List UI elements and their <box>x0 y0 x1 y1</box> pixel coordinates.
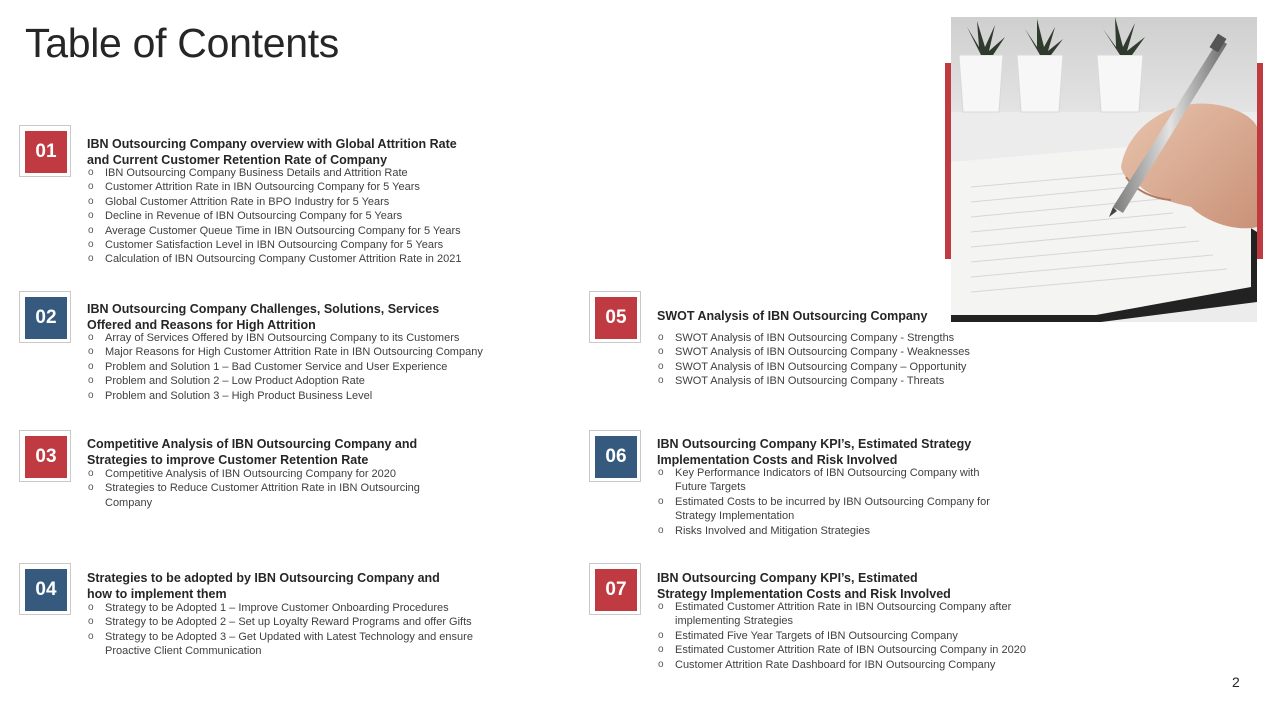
list-item: o Customer Satisfaction Level in IBN Outsourcing Company for 5 Years <box>87 238 557 252</box>
list-item: o IBN Outsourcing Company Business Details and Attrition Rate <box>87 166 557 180</box>
section-items <box>657 331 1027 389</box>
heading-line: IBN Outsourcing Company Challenges, Solutions, Services <box>87 302 440 316</box>
section-items <box>657 600 1077 672</box>
badge-frame <box>19 430 71 482</box>
list-item: o Estimated Costs to be incurred by IBN Outsourcing Company for Strategy Implementation <box>657 495 992 524</box>
badge-frame <box>19 291 71 343</box>
heading-line: and Current Customer Retention Rate of Company <box>87 153 388 167</box>
section-heading <box>87 136 457 168</box>
page-title: Table of Contents <box>25 20 339 66</box>
list-item: o Problem and Solution 1 – Bad Customer Service and User Experience <box>87 360 557 374</box>
photo-accent-bar-right <box>1257 63 1263 259</box>
section-number-badge: 07 <box>595 569 637 611</box>
list-item: o Calculation of IBN Outsourcing Company Customer Attrition Rate in 2021 <box>87 252 557 266</box>
badge-frame <box>19 563 71 615</box>
list-item: o Risks Involved and Mitigation Strategies <box>657 524 992 538</box>
list-item: o Strategy to be Adopted 1 – Improve Customer Onboarding Procedures <box>87 601 517 615</box>
list-item: o Strategy to be Adopted 2 – Set up Loyalty Reward Programs and offer Gifts <box>87 615 517 629</box>
section-heading <box>87 570 440 602</box>
list-item: o Strategies to Reduce Customer Attrition Rate in IBN Outsourcing Company <box>87 481 462 510</box>
list-item: o Estimated Five Year Targets of IBN Outsourcing Company <box>657 629 1077 643</box>
heading-line: Strategy Implementation Costs and Risk Involved <box>657 587 951 601</box>
section-number-badge: 06 <box>595 436 637 478</box>
badge-frame <box>19 125 71 177</box>
section-heading <box>87 436 417 468</box>
page-number: 2 <box>1232 674 1240 690</box>
list-item: o Array of Services Offered by IBN Outsourcing Company to its Customers <box>87 331 557 345</box>
section-number-badge: 05 <box>595 297 637 339</box>
heading-line: IBN Outsourcing Company overview with Global Attrition Rate <box>87 137 457 151</box>
heading-line: Implementation Costs and Risk Involved <box>657 453 898 467</box>
list-item: o Strategy to be Adopted 3 – Get Updated with Latest Technology and ensure Proactive Client Communication <box>87 630 517 659</box>
section-items <box>87 467 462 510</box>
section-items <box>87 331 557 403</box>
badge-frame <box>589 563 641 615</box>
list-item: o Average Customer Queue Time in IBN Outsourcing Company for 5 Years <box>87 224 557 238</box>
list-item: o Problem and Solution 2 – Low Product Adoption Rate <box>87 374 557 388</box>
section-items <box>657 466 992 538</box>
section-heading <box>657 436 971 468</box>
list-item: o Decline in Revenue of IBN Outsourcing Company for 5 Years <box>87 209 557 223</box>
list-item: o Estimated Customer Attrition Rate of IBN Outsourcing Company in 2020 <box>657 643 1077 657</box>
section-number-badge: 04 <box>25 569 67 611</box>
badge-frame <box>589 430 641 482</box>
list-item: o Key Performance Indicators of IBN Outsourcing Company with Future Targets <box>657 466 992 495</box>
section-heading <box>87 301 439 333</box>
list-item: o Competitive Analysis of IBN Outsourcing Company for 2020 <box>87 467 462 481</box>
section-heading <box>657 308 927 324</box>
pen-notebook-photo <box>951 17 1257 322</box>
section-heading <box>657 570 951 602</box>
list-item: o SWOT Analysis of IBN Outsourcing Company – Opportunity <box>657 360 1027 374</box>
heading-line: Competitive Analysis of IBN Outsourcing Company and <box>87 437 418 451</box>
list-item: o Global Customer Attrition Rate in BPO Industry for 5 Years <box>87 195 557 209</box>
heading-line: IBN Outsourcing Company KPI’s, Estimated <box>657 571 918 585</box>
section-number-badge: 01 <box>25 131 67 173</box>
section-items <box>87 601 517 659</box>
list-item: o Customer Attrition Rate in IBN Outsourcing Company for 5 Years <box>87 180 557 194</box>
heading-line: IBN Outsourcing Company KPI’s, Estimated Strategy <box>657 437 972 451</box>
heading-line: Strategies to be adopted by IBN Outsourcing Company and <box>87 571 440 585</box>
section-number-badge: 03 <box>25 436 67 478</box>
list-item: o Major Reasons for High Customer Attrition Rate in IBN Outsourcing Company <box>87 345 557 359</box>
section-items <box>87 166 557 267</box>
list-item: o SWOT Analysis of IBN Outsourcing Company - Threats <box>657 374 1027 388</box>
heading-line: Strategies to improve Customer Retention Rate <box>87 453 369 467</box>
heading-line: SWOT Analysis of IBN Outsourcing Company <box>657 309 928 323</box>
list-item: o SWOT Analysis of IBN Outsourcing Company - Strengths <box>657 331 1027 345</box>
list-item: o Estimated Customer Attrition Rate in IBN Outsourcing Company after implementing Strategies <box>657 600 1077 629</box>
section-number-badge: 02 <box>25 297 67 339</box>
list-item: o SWOT Analysis of IBN Outsourcing Company - Weaknesses <box>657 345 1027 359</box>
badge-frame <box>589 291 641 343</box>
list-item: o Customer Attrition Rate Dashboard for IBN Outsourcing Company <box>657 658 1077 672</box>
list-item: o Problem and Solution 3 – High Product Business Level <box>87 389 557 403</box>
heading-line: Offered and Reasons for High Attrition <box>87 318 316 332</box>
heading-line: how to implement them <box>87 587 227 601</box>
